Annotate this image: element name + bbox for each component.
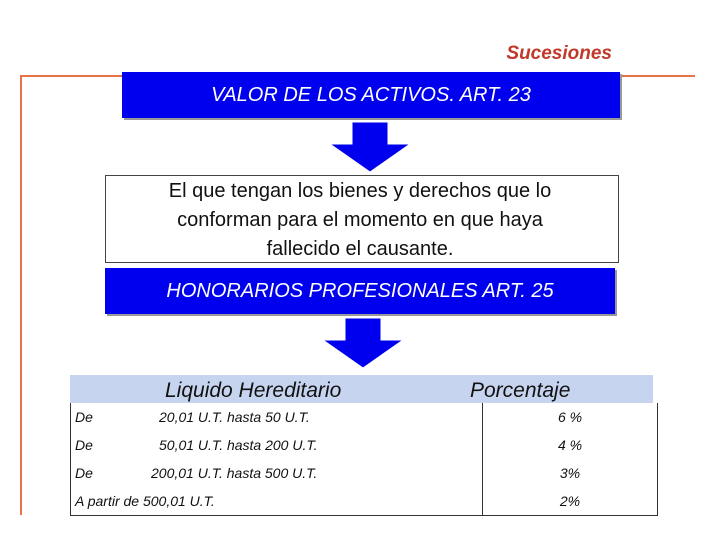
column-header-liquido: Liquido Hereditario — [165, 379, 342, 402]
row-percentage: 4 % — [557, 437, 583, 453]
down-arrow-icon — [325, 122, 415, 172]
row-range: 200,01 U.T. hasta 500 U.T. — [151, 465, 318, 481]
row-percentage: 3% — [559, 465, 581, 481]
row-prefix: A partir de 500,01 U.T. — [75, 493, 215, 509]
table-row — [71, 403, 657, 431]
honorarios-table — [70, 403, 658, 516]
row-percentage: 2% — [559, 493, 581, 509]
table-row — [71, 487, 657, 515]
table-row — [71, 431, 657, 459]
row-percentage: 6 % — [557, 409, 583, 425]
page-title: Sucesiones — [506, 43, 612, 64]
table-row — [71, 459, 657, 487]
down-arrow-icon — [318, 318, 408, 368]
row-prefix: De — [75, 437, 93, 453]
activos-label: VALOR DE LOS ACTIVOS. ART. 23 — [211, 83, 531, 106]
description-line: fallecido el causante. — [266, 238, 454, 260]
row-prefix: De — [75, 409, 93, 425]
description-box — [105, 175, 619, 263]
column-header-porcentaje: Porcentaje — [470, 379, 571, 402]
activos-box — [122, 72, 620, 118]
honorarios-box — [105, 268, 615, 314]
honorarios-label: HONORARIOS PROFESIONALES ART. 25 — [166, 279, 554, 302]
row-range: 50,01 U.T. hasta 200 U.T. — [159, 437, 318, 453]
row-range: 20,01 U.T. hasta 50 U.T. — [159, 409, 310, 425]
table-header — [70, 375, 653, 403]
description-line: conforman para el momento en que haya — [177, 209, 543, 231]
row-prefix: De — [75, 465, 93, 481]
left-divider — [20, 75, 22, 515]
description-line: El que tengan los bienes y derechos que lo — [168, 180, 552, 202]
